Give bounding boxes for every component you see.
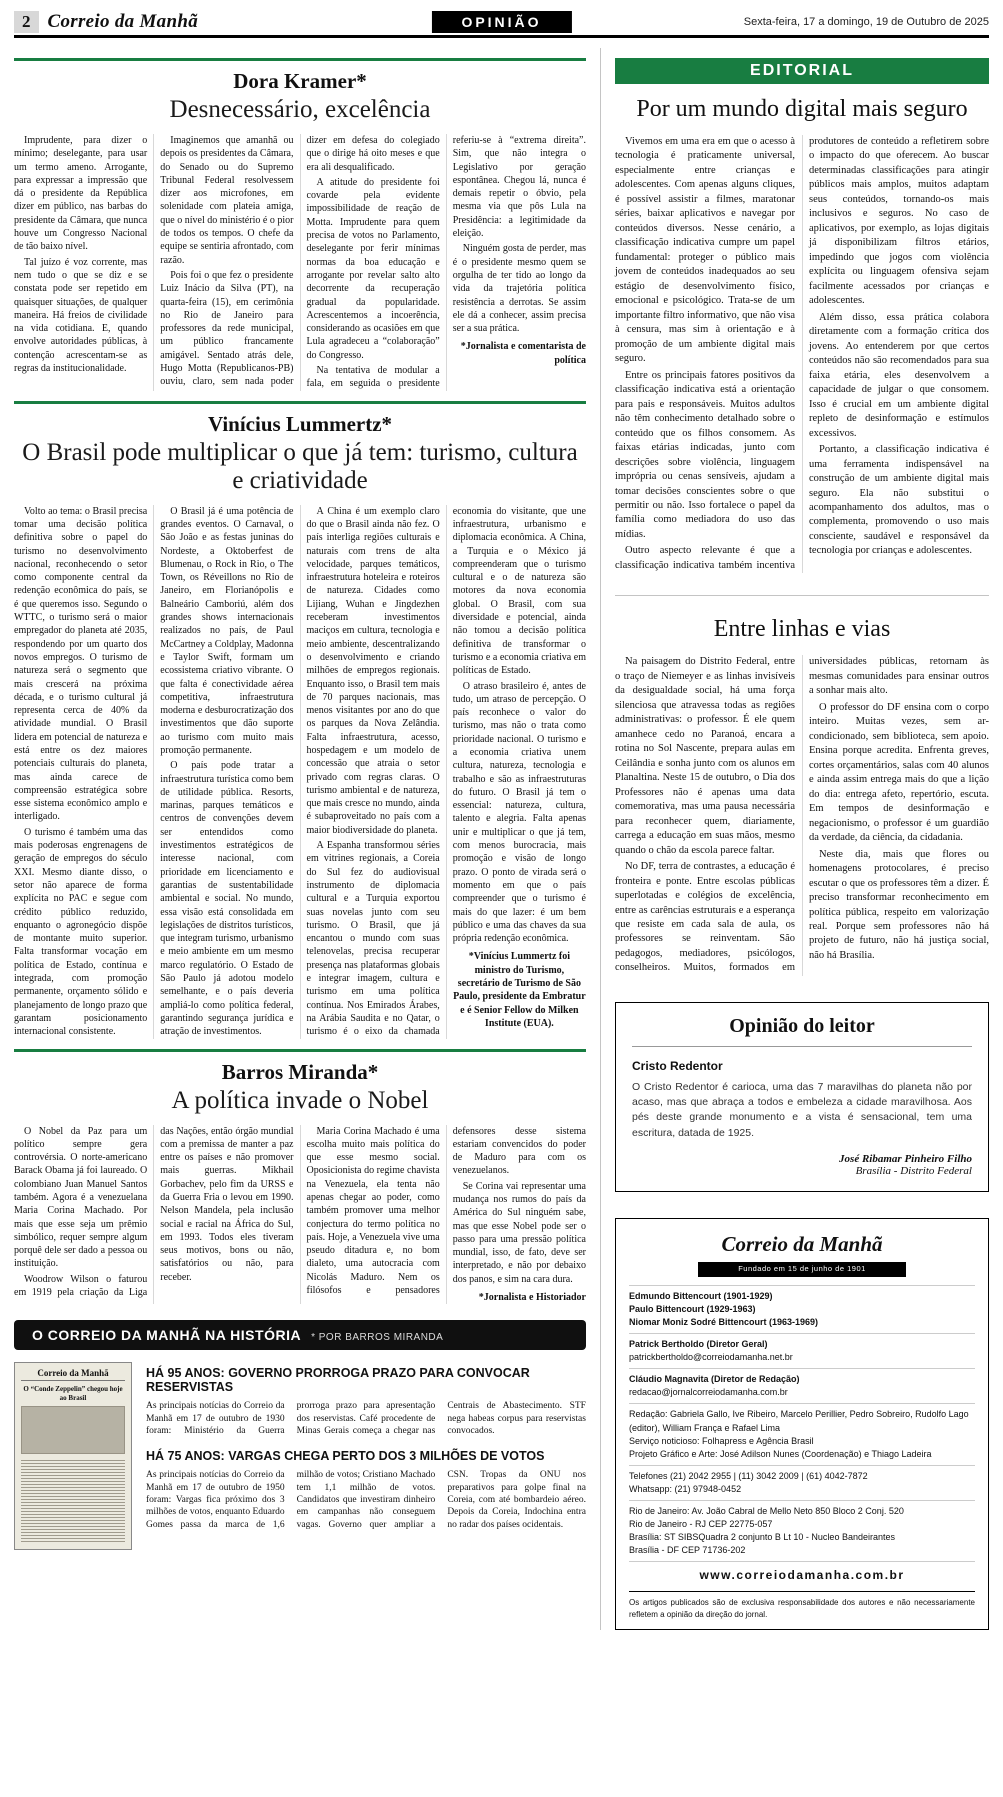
- website-url: www.correiodamanha.com.br: [629, 1561, 975, 1587]
- paragraph: O Brasil já é uma potência de grandes eventos. O Carnaval, o São João e as festas juninas do Nordeste, a Oktoberfest de Blumenau, o Rock in Rio, o The Town, os Réveillons no Rio de Janeiro, em Florianópolis e Balneário Camboriú, além dos grandes shows internacionais realizados no país, de Paul McCartney a Coldplay, Madonna e Taylor Swift, formam um ecossistema criativo vibrante. O que falta é conectividade aérea competitiva, infraestrutura moderna e desburocratização dos investimentos que dão suporte ao turismo com muito mais promoção permanente.: [160, 505, 294, 756]
- phones: Telefones (21) 2042 2955 | (11) 3042 2009 | (61) 4042-7872: [629, 1470, 868, 1481]
- brasilia-address: Brasília: ST SIBSQuadra 2 conjunto B Lt 10 - Nucleo Bandeirantes: [629, 1531, 895, 1542]
- archive-photo: [21, 1406, 125, 1454]
- paragraph: Além disso, essa prática colabora diretamente com a formação crítica dos jovens. Ao entenderem por que certos conteúdos não são recomendados para sua faixa etária, eles desenvolvem a capacidade de julgar o que consomem. Isso é crucial em um ambiente digital repleto de desinformação e estímulos excessivos.: [809, 311, 989, 439]
- masthead-staff: [629, 1403, 975, 1464]
- design-credits: Projeto Gráfico e Arte: José Adilson Nunes (Coordenação) e Thiago Ladeira: [629, 1448, 932, 1459]
- paragraph: A atitude do presidente foi covarde pela evidente impossibilidade de reação de Motta. Imprudente para quem precisa de votos no Parlamento, deselegante por ferir mínimas normas da boa educação e arrogante por revelar salto alto decorrente da recuperação gradual da popularidade. Acrescentemos a incoerência, considerando as ocasiões em que Lula agradeceu a “colaboração” do Congresso.: [306, 176, 440, 361]
- history-item: [146, 1366, 586, 1437]
- page-content: [14, 48, 989, 1630]
- history-byline: * POR BARROS MIRANDA: [311, 1332, 444, 1344]
- editorial-paragraphs: [615, 135, 989, 574]
- history-items: [146, 1362, 586, 1550]
- paragraph: No DF, terra de contrastes, a educação é fronteira e ponte. Entre escolas públicas superlotadas e colégios de excelência, entre as carências estruturais e a esperança que resiste em cada sala de aula, os professores se reinventam. São pedagogos, mediadores, psicólogos, conselheiros. Muitos, formados em universidades públicas, retornam às mesmas comunidades para ensinar outros a sonhar mais alto.: [615, 656, 989, 974]
- letter-author-city: Brasília - Distrito Federal: [855, 1164, 972, 1177]
- archive-text-lines: [21, 1458, 125, 1544]
- paragraph: Imaginemos que amanhã ou depois os presidentes da Câmara, do Senado ou do Supremo Tribunal Federal resolvessem dizer aos microfones, em solenidade com plateia amiga, que o nível do ministério é o pior de todos os tempos. O chefe da equipe se sentiria afrontado, com razão.: [160, 135, 294, 266]
- paragraph: O professor do DF ensina com o corpo inteiro. Muitas vezes, sem ar-condicionado, sem biblioteca, sem apoio. Ensina porque acredita. Enfrenta greves, cortes orçamentários, salas com 40 alunos e ainda assim entrega mais do que a lição do dia: entrega afeto, repertório, escuta. Em tempos de desinformação e negacionismo, o professor é um guardião da verdade, da ciência, da cidadania.: [809, 701, 989, 844]
- history-item-body: As principais notícias do Correio da Manhã em 17 de outubro de 1950 foram: Vargas fica próximo dos 3 milhões de votos, enquanto Eduardo Gomes passa da marca de 1,6 milhão de votos; Cristiano Machado tem 1,1 milhão de votos. Candidatos que investiram dinheiro em campanhas não conseguem vagas. Governo quer ampliar a CSN. Tropas da ONU nos preparativos para golpe final na Coreia, com até bombardeio aéreo. Depois da Coreia, Indochina entra no radar dos países ocidentais.: [146, 1470, 586, 1530]
- history-item-title: HÁ 95 ANOS: GOVERNO PRORROGA PRAZO PARA CONVOCAR RESERVISTAS: [146, 1366, 530, 1395]
- editorial-section: [615, 58, 989, 573]
- editorial-label: EDITORIAL: [615, 58, 989, 84]
- history-section: [14, 1320, 586, 1550]
- left-column: [14, 48, 586, 1630]
- paragraph: O turismo é também uma das mais poderosas engrenagens de geração de empregos do século XXI. Mesmo diante disso, o setor não aparece de forma explícita no PAC e segue com crédito público reduzido, enquanto o agronegócio dispõe de montante muito superior. Falta transformar vocação em política de Estado, contínua e integrada, com promoção permanente, orçamento sólido e planejamento de longo prazo que garantam posicionamento internacional consistente.: [14, 826, 148, 1038]
- article-signature: *Jornalista e Historiador: [478, 1292, 586, 1304]
- article-signature: *Jornalista e comentarista de política: [460, 341, 586, 366]
- article-headline: O Brasil pode multiplicar o que já tem: turismo, cultura e criatividade: [22, 438, 578, 494]
- paragraph: Portanto, a classificação indicativa é uma ferramenta indispensável na construção de um ambiente digital mais seguro. Ela não substitui o acompanhamento dos adultos, mas o complementa, promovendo o uso mais consciente, saudável e responsável da tecnologia por crianças e adolescentes.: [809, 444, 989, 557]
- article-signature: *Vinícius Lummertz foi ministro do Turismo, secretário de Turismo de São Paulo, presidente da Embratur e é Senior Fellow do Milken Institute (EUA).: [453, 951, 586, 1029]
- editor-name: Cláudio Magnavita (Diretor de Redação): [629, 1374, 800, 1385]
- masthead-logo: Correio da Manhã: [721, 1231, 883, 1256]
- paragraph: Se Corina vai representar uma mudança nos rumos do país da América do Sul ninguém sabe, mas que esse Nobel pode ser o passo para uma pressão política mundial, isso, de fato, deve ser interpretado, e não por debaixo dos panos, e sim na cara dura.: [452, 1180, 586, 1285]
- paragraph: Pois foi o que fez o presidente Luiz Inácio da Silva (PT), na quarta-feira (15), em cerimônia no Rio de Janeiro para professores da rede municipal, um público francamente amigável. Sentado atrás dele, Hugo Motta (Republicanos-PB) ouviu, claro, sem nada poder dizer em defesa do colegiado que o dirige há oito meses e que era ali desqualificado.: [160, 135, 440, 388]
- masthead-contacts: [629, 1465, 975, 1500]
- editor-email: redacao@jornalcorreiodamanha.com.br: [629, 1387, 788, 1398]
- article-barros-miranda: [14, 1049, 586, 1305]
- reader-opinion-box: [615, 1002, 989, 1192]
- director-name: Patrick Bertholdo (Diretor Geral): [629, 1339, 768, 1350]
- history-title-bar: [14, 1320, 586, 1350]
- paragraph: Paulo Bittencourt (1929-1963): [629, 1304, 756, 1315]
- page-header: [14, 8, 989, 38]
- paragraph: Outro aspecto relevante é que a classificação indicativa também incentiva produtores de conteúdo a refletirem sobre o impacto do que oferecem. Ao buscar determinadas classificações para atingir públicos mais amplos, muitos adaptam seus conteúdos, tornando-os mais inclusivos e seguros. No caso de aplicativos, por exemplo, as lojas digitais já disponibilizam filtros etários, impedindo que jogos com violência explícita ou linguagem ofensiva sejam facilmente acessados por crianças e adolescentes.: [615, 135, 989, 571]
- article-paragraphs: [615, 655, 989, 976]
- article-body: [615, 655, 989, 976]
- paragraph: Woodrow Wilson o faturou em 1919 pela criação da Liga das Nações, então órgão mundial com a premissa de manter a paz entre os países e não promover mais guerras. Mikhail Gorbachev, pelo fim da URSS e da Guerra Fria o levou em 1990. Nelson Mandela, pela inclusão social e racial na África do Sul, em 1993. Todos eles tiveram seus motivos, bons ou não, satisfatórios ou não, para receber.: [14, 1125, 294, 1299]
- right-column: [600, 48, 989, 1630]
- paragraph: O atraso brasileiro é, antes de tudo, um atraso de percepção. O país reconhece o valor do turismo, mas não o trata como prioridade nacional. O turismo e a economia criativa unem cultura, natureza, tecnologia e trabalho e são as infraestruturas do futuro. O Brasil já tem o essencial: natureza, cultura, talento e alegria. Falta apenas unir e multiplicar o que já tem, com menos burocracia, mais promoção e visão de longo prazo. O ponto de virada será o momento em que o país compreender que o turismo é mais do que lazer: é um bem público e uma das chaves da sua própria redenção econômica.: [452, 680, 586, 945]
- director-email: patrickbertholdo@correiodamanha.net.br: [629, 1352, 793, 1363]
- history-title: O CORREIO DA MANHÃ NA HISTÓRIA: [32, 1327, 302, 1344]
- article-body: [14, 134, 586, 391]
- letter-body: O Cristo Redentor é carioca, uma das 7 maravilhas do planeta não por acaso, mas que abraça a todos e embeleza a cidade maravilhosa. Aos pés deste grande monumento e a vista é sensacional, tem uma escritura, datada de 1925.: [632, 1080, 972, 1139]
- rio-address: Rio de Janeiro: Av. João Cabral de Mello Neto 850 Bloco 2 Conj. 520: [629, 1505, 904, 1516]
- article-body: [14, 1125, 586, 1305]
- article-body: [14, 505, 586, 1039]
- article-headline: Desnecessário, excelência: [169, 96, 431, 123]
- paragraph: Niomar Moniz Sodré Bittencourt (1963-1969): [629, 1317, 819, 1328]
- letter-author: José Ribamar Pinheiro Filho: [839, 1152, 972, 1165]
- paragraph: Edmundo Bittencourt (1901-1929): [629, 1291, 773, 1302]
- disclaimer: Os artigos publicados são de exclusiva responsabilidade dos autores e não necessariamente refletem a opinião da direção do jornal.: [629, 1591, 975, 1620]
- letter-title: Cristo Redentor: [632, 1058, 723, 1073]
- section-rule: [14, 401, 586, 404]
- masthead-info-box: [615, 1218, 989, 1630]
- article-author: Vinícius Lummertz*: [207, 411, 393, 436]
- masthead-founders: [629, 1285, 975, 1333]
- rio-address-cep: Rio de Janeiro - RJ CEP 22775-057: [629, 1518, 773, 1529]
- staff-list: Redação: Gabriela Gallo, Ive Ribeiro, Marcelo Perillier, Pedro Sobreiro, Rudolfo Lago (editor), William França e Rafael Lima: [629, 1409, 969, 1433]
- paragraph: O país pode tratar a infraestrutura turística como bem de utilidade pública. Resorts, marinas, parques temáticos e centros de convenções devem ser entendidos como investimentos estratégicos de interesse nacional, com prioridade em licenciamento e garantias de sustentabilidade ambiental e social. No mundo, essa visão está consolidada em legislações de distritos turísticos, que integram turismo, urbanismo e meio ambiente em um mesmo marco regulatório. O Estado de São Paulo já adotou modelo semelhante, e o país deveria ampliá-lo como política federal, garantindo segurança jurídica e atração de investimentos.: [160, 760, 294, 1038]
- masthead-founded: Fundado em 15 de junho de 1901: [698, 1262, 906, 1277]
- archive-masthead: Correio da Manhã: [21, 1368, 125, 1381]
- paragraph: Ninguém gosta de perder, mas é o presidente mesmo quem se orgulha de ter tido ao longo da vida da trajetória política resistência a derrotas. Se assim ele dá a conhecer, assim precisa ser a sua prática.: [452, 243, 586, 335]
- masthead-editor: [629, 1368, 975, 1403]
- paragraph: Entre os principais fatores positivos da classificação indicativa está a orientação para pais e responsáveis. Muitos adultos não têm conhecimento detalhado sobre o conteúdo que os filhos consomem. As faixas etárias indicadas, junto com descrições sobre violência, linguagem imprópria ou cenas sensíveis, ajudam a tomar decisões conscientes sobre o que permitir ou não. Isso fortalece o papel da família como mediadora do uso das mídias.: [615, 369, 795, 540]
- history-content: [14, 1362, 586, 1550]
- history-item-body: As principais notícias do Correio da Manhã em 17 de outubro de 1930 foram: Ministério da Guerra prorroga prazo para apresentação dos reservistas. Café procedente de Minas Gerais começa a chegar nas Centrais de Abastecimento. STF nega habeas corpus para reservistas convocados.: [146, 1401, 586, 1437]
- paragraph: A Espanha transformou séries em vitrines regionais, a Coreia do Sul fez do audiovisual instrumento de diplomacia cultural e a Turquia exportou suas novelas junto com seu turismo. O Brasil, que já encantou o mundo com suas telenovelas, precisa recuperar presença nas plataformas globais e integrar imagem, cultura e turismo em uma política contínua. Nos Emirados Árabes, na Arábia Saudita e no Qatar, o turismo é o eixo da chamada economia do visitante, que une infraestrutura, urbanismo e diplomacia econômica. A China, a Turquia e o México já compreenderam que o turismo cultural e o de natureza são motores da nova economia global. O Brasil, com sua diversidade e potencial, ainda não tomou a decisão política definitiva de transformar o turismo e a economia criativa em políticas de Estado.: [306, 505, 586, 1038]
- article-author: Dora Kramer*: [233, 69, 367, 93]
- archive-headline: O “Conde Zeppelin” chegou hoje ao Brasil: [23, 1385, 123, 1402]
- reader-opinion-title: Opinião do leitor: [632, 1015, 972, 1047]
- article-author: Barros Miranda*: [221, 1059, 379, 1084]
- article-entre-linhas: [615, 595, 989, 976]
- paragraph: Maria Corina Machado é uma escolha muito mais política do que esse mesmo social. Oposicionista do regime chavista na Venezuela, ela tenta não apenas chegar ao poder, como também promover uma melhor conjectura do termo política no país. Hoje, a Venezuela vive uma pseudo ditadura e, no bom dialeto, uma autocracia com Nicolás Maduro. Nem os filósofos e pensadores defensores desse sistema estariam convencidos do poder de Maduro para com os venezuelanos.: [306, 1125, 586, 1297]
- section-label: OPINIÃO: [431, 11, 571, 33]
- paragraph: Na paisagem do Distrito Federal, entre o traço de Niemeyer e as linhas invisíveis da desigualdade social, há uma força silenciosa que atravessa todas as regiões administrativas: o professor. É ele quem amanhece cedo no Paranoá, encara a rotina no Sol Nascente, prepara aulas em Ceilândia e sonha junto com os alunos em Planaltina. Neste 15 de outubro, o Dia dos Professores não é apenas uma data comemorativa, mas uma pausa necessária para reconhecer quem, diariamente, carrega a educação em suas mãos, mesmo quando o chão da escola parece faltar.: [615, 656, 795, 856]
- newspaper-name: Correio da Manhã: [47, 10, 199, 32]
- paragraph: Neste dia, mais que flores ou homenagens protocolares, é preciso escutar o que os professores têm a dizer. É preciso transformar reconhecimento em política pública, respeito em valorização real. Porque sem professores não há projeto de futuro, não há justiça social, não há Brasília.: [809, 848, 989, 961]
- archive-front-page-image: [14, 1362, 132, 1550]
- masthead-director: [629, 1333, 975, 1368]
- news-service: Serviço noticioso: Folhapress e Agência Brasil: [629, 1435, 814, 1446]
- article-headline: A política invade o Nobel: [171, 1086, 429, 1114]
- brasilia-address-cep: Brasília - DF CEP 71736-202: [629, 1544, 746, 1555]
- section-rule: [14, 58, 586, 61]
- edition-date: Sexta-feira, 17 a domingo, 19 de Outubro de 2025: [743, 15, 989, 28]
- paragraph: Tal juízo é voz corrente, mas nem tudo o que se diz e se constata pode ser repetido em quaisquer situações, de qualquer maneira. Há freios de civilidade na vida cotidiana. E, quando envolve autoridades públicas, à contenção acrescentam-se as regras da institucionalidade.: [14, 256, 148, 375]
- whatsapp: Whatsapp: (21) 97948-0452: [629, 1483, 742, 1494]
- editorial-body: [615, 135, 989, 574]
- paragraph: O Nobel da Paz para um político sempre gera controvérsia. O norte-americano Barack Obama já foi laureado. O colombiano Juan Manuel Santos também. Agora é a venezuelana Maria Corina Machado. Por mais que esse seja um prêmio simbólico, requer sempre algum porquê dele ser dado a pessoa ou instituição.: [14, 1125, 148, 1270]
- article-paragraphs: [14, 1125, 586, 1305]
- paragraph: Vivemos em uma era em que o acesso à tecnologia é praticamente universal, especialmente entre crianças e adolescentes. Com apenas alguns cliques, é possível assistir a filmes, maratonar séries, baixar aplicativos e navegar por conteúdos diversos. Nesse cenário, a classificação indicativa cumpre um papel fundamental: proteger o público mais jovem de conteúdos inadequados ao seu estágio de desenvolvimento físico, emocional e psicológico. Trata-se de um importante filtro informativo, que não visa à censura, mas sim à orientação e à promoção de um ambiente digital mais seguro.: [615, 135, 795, 365]
- history-item: [146, 1449, 586, 1531]
- paragraph: A China é um exemplo claro do que o Brasil ainda não fez. O país interliga regiões culturais e naturais com trens de alta velocidade, parques temáticos, infraestrutura hoteleira e roteiros de natureza. Cidades como Lijiang, Wuhan e Jingdezhen receberam investimentos maciços em cultura, tecnologia e meio ambiente, descentralizando o desenvolvimento e criando milhões de empregos regionais. Enquanto isso, o Brasil tem mais de 70 parques nacionais, mas menos visitantes por ano do que os parques da Nova Zelândia. Falta infraestrutura, acesso, hospedagem e um modelo de concessão que atraia o setor privado com regras claras. O turismo ambiental e de natureza, que mais cresce no mundo, ainda é subaproveitado no país com a maior biodiversidade do planeta.: [306, 505, 440, 836]
- article-headline: Entre linhas e vias: [713, 616, 891, 643]
- history-item-title: HÁ 75 ANOS: VARGAS CHEGA PERTO DOS 3 MILHÕES DE VOTOS: [146, 1449, 545, 1464]
- paragraph: Imprudente, para dizer o mínimo; deselegante, para usar um termo ameno. Arrogante, para expressar a impressão que dá o presidente da República dizer em público, nas barbas do presidente da Câmara, que nunca houve um Congresso Nacional de tão baixo nível.: [14, 135, 148, 253]
- page-number: 2: [14, 11, 39, 33]
- article-dora-kramer: [14, 58, 586, 391]
- article-vinicius-lummertz: [14, 401, 586, 1039]
- paragraph: Na tentativa de modular a fala, em seguida o presidente referiu-se à “extrema direita”. Sim, que não integra o Legislativo por geração espontânea. Chegou lá, nunca é demais repetir o óbvio, pela mesma via que pôs Lula na Presidência: a legitimidade da eleição.: [306, 135, 586, 390]
- section-rule: [14, 1049, 586, 1052]
- editorial-headline: Por um mundo digital mais seguro: [636, 96, 968, 122]
- paragraph: Volto ao tema: o Brasil precisa tomar uma decisão política definitiva sobre o papel do turismo no desenvolvimento nacional, reconhecendo o setor como componente central da redenção econômica do país, se é que queremos isso. Segundo o WTTC, o turismo será o maior empregador do planeta até 2035, respondendo por um quarto dos novos empregos. O turismo de natureza será o segmento que mais crescerá na próxima década, e o turismo cultural já representa cerca de 40% da atividade mundial. O Brasil lidera em potencial de natureza e está entre os dez maiores potenciais culturais do planeta, mas ainda carece de compreensão estratégica sobre esse sistema econômico amplo e interligado.: [14, 505, 148, 823]
- masthead-addresses: [629, 1500, 975, 1561]
